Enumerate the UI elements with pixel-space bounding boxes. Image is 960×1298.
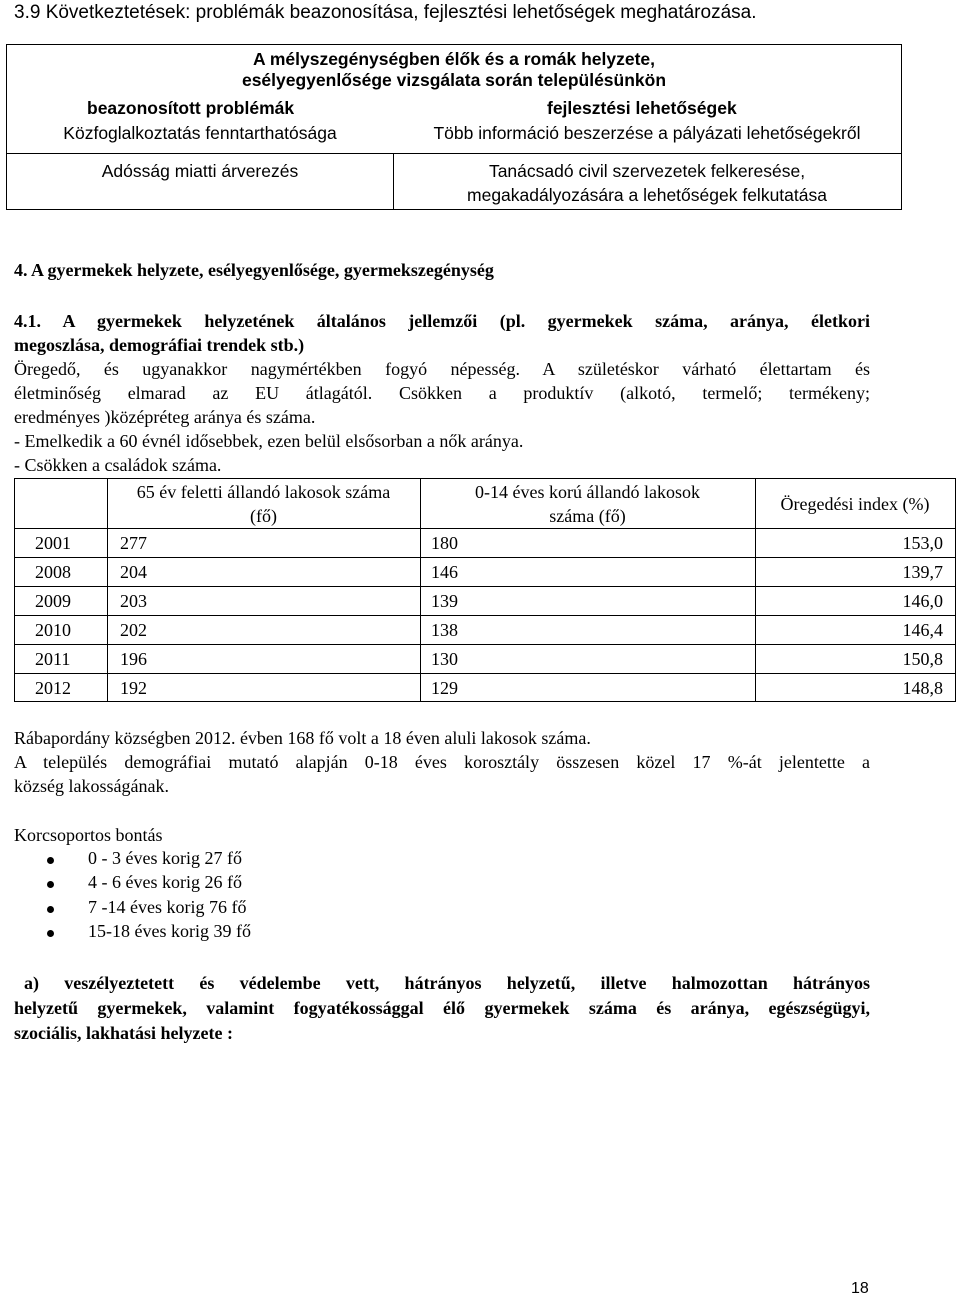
year-cell: 2012 [35, 678, 71, 698]
index-cell: 153,0 [902, 533, 943, 553]
header-age014 [420, 480, 755, 528]
over65-cell: 196 [120, 649, 147, 669]
problem-cell: Adósság miatti árverezés [101, 161, 299, 181]
header-over65-line2: (fő) [250, 506, 277, 526]
section-a-line2: helyzetű gyermekek, valamint fogyatékossággal élő gyermekek száma és aránya, egészségügyi, [14, 998, 870, 1018]
problems-table-title-line2: esélyegyenlősége vizsgálata során településünkön [241, 70, 667, 90]
header-over65 [107, 480, 420, 528]
bullet-icon [47, 881, 54, 888]
index-cell: 139,7 [902, 562, 943, 582]
section-a-line1: a) veszélyeztetett és védelembe vett, hátrányos helyzetű, illetve halmozottan hátrányos [24, 973, 870, 993]
bullet-icon [47, 930, 54, 937]
paragraph-line: - Csökken a családok száma. [14, 455, 222, 475]
problems-table-title [7, 49, 901, 91]
index-cell: 146,4 [902, 620, 943, 640]
age014-cell: 180 [431, 533, 458, 553]
aging-index-table [14, 478, 956, 702]
problems-table [6, 44, 902, 210]
header-aging-index: Öregedési index (%) [780, 494, 930, 514]
opportunity-line: Tanácsadó civil szervezetek felkeresése, [488, 161, 806, 181]
year-cell: 2001 [35, 533, 71, 553]
demographic-line1: A település demográfiai mutató alapján 0-18 éves korosztály összesen közel 17 %-át jelentette a [14, 752, 870, 772]
section-41-title-line1: 4.1. A gyermekek helyzetének általános jellemzői (pl. gyermekek száma, aránya, életkori [14, 311, 870, 331]
section-41-title-line2: megoszlása, demográfiai trendek stb.) [14, 335, 305, 355]
problem-cell: Közfoglalkoztatás fenntarthatósága [63, 123, 337, 143]
age014-cell: 138 [431, 620, 458, 640]
opportunity-cell: Több információ beszerzése a pályázati lehetőségekről [433, 123, 861, 143]
age014-cell: 130 [431, 649, 458, 669]
paragraph-line: eredményes )középréteg aránya és száma. [14, 407, 316, 427]
over65-cell: 203 [120, 591, 147, 611]
table-divider [15, 673, 955, 674]
header-age014-line2: száma (fő) [549, 506, 626, 526]
bullet-icon [47, 857, 54, 864]
bullet-icon [47, 906, 54, 913]
demographic-line2: község lakosságának. [14, 776, 169, 796]
table-divider [15, 644, 955, 645]
problems-table-title-line1: A mélyszegénységben élők és a romák helyzete, [252, 49, 656, 69]
opportunity-line: megakadályozására a lehetőségek felkutatása [467, 185, 827, 205]
problems-column-header: beazonosított problémák [87, 98, 295, 118]
over65-cell: 204 [120, 562, 147, 582]
children-note: Rábapordány községben 2012. évben 168 fő volt a 18 éven aluli lakosok száma. [14, 728, 591, 748]
table-divider [15, 586, 955, 587]
index-cell: 150,8 [902, 649, 943, 669]
year-cell: 2010 [35, 620, 71, 640]
age-group-item: 0 - 3 éves korig 27 fő [88, 848, 242, 868]
age-groups-title: Korcsoportos bontás [14, 825, 163, 845]
table-divider [15, 615, 955, 616]
opportunities-column-header: fejlesztési lehetőségek [547, 98, 737, 118]
age-group-item: 4 - 6 éves korig 26 fő [88, 872, 242, 892]
index-cell: 146,0 [902, 591, 943, 611]
over65-cell: 277 [120, 533, 147, 553]
paragraph-line: Öregedő, és ugyanakkor nagymértékben fogyó népesség. A születéskor várható élettartam és [14, 359, 870, 379]
year-cell: 2011 [35, 649, 71, 669]
table-divider [15, 528, 955, 529]
over65-cell: 202 [120, 620, 147, 640]
over65-cell: 192 [120, 678, 147, 698]
table-divider [7, 153, 901, 154]
header-over65-line1: 65 év feletti állandó lakosok száma [136, 482, 391, 502]
section-heading: 3.9 Következtetések: problémák beazonosítása, fejlesztési lehetőségek meghatározása. [14, 2, 757, 23]
index-cell: 148,8 [902, 678, 943, 698]
age014-cell: 139 [431, 591, 458, 611]
age-group-item: 15-18 éves korig 39 fő [88, 921, 251, 941]
age-group-item: 7 -14 éves korig 76 fő [88, 897, 247, 917]
age014-cell: 129 [431, 678, 458, 698]
opportunity-cell [393, 159, 901, 207]
section-a-line3: szociális, lakhatási helyzete : [14, 1023, 233, 1043]
year-cell: 2008 [35, 562, 71, 582]
section-4-title: 4. A gyermekek helyzete, esélyegyenlősége, gyermekszegénység [14, 260, 494, 280]
table-divider [15, 557, 955, 558]
page-number: 18 [851, 1280, 869, 1297]
paragraph-line: - Emelkedik a 60 évnél idősebbek, ezen belül elsősorban a nők aránya. [14, 431, 524, 451]
year-cell: 2009 [35, 591, 71, 611]
paragraph-line: életminőség elmarad az EU átlagától. Csökken a produktív (alkotó, termelő; termékeny; [14, 383, 870, 403]
header-age014-line1: 0-14 éves korú állandó lakosok [475, 482, 700, 502]
age014-cell: 146 [431, 562, 458, 582]
